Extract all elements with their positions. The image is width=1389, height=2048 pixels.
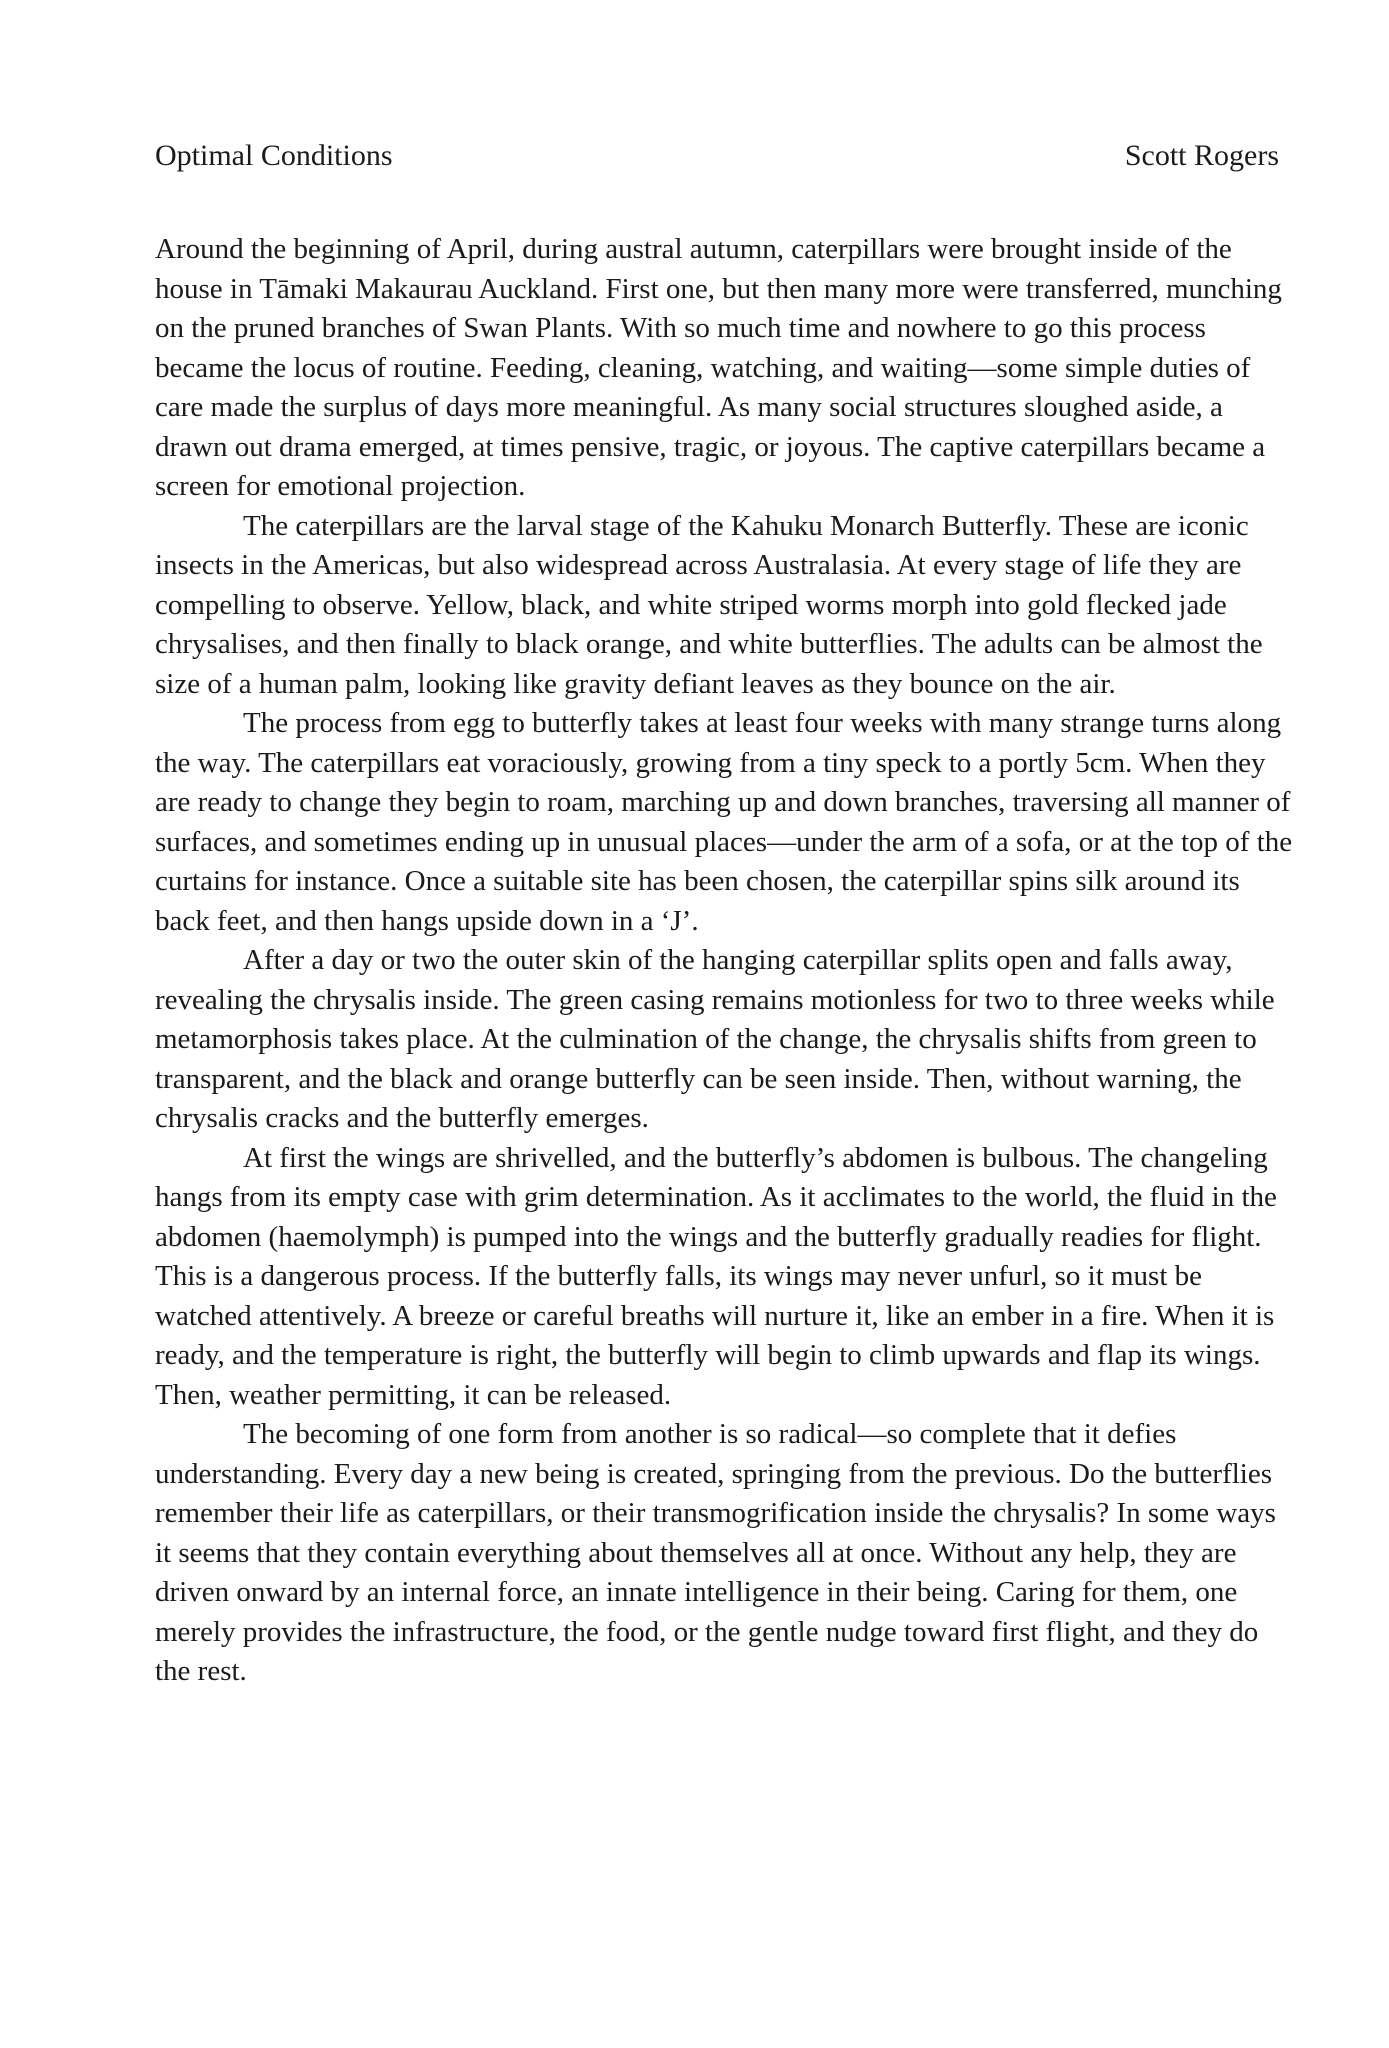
paragraph-4: After a day or two the outer skin of the hanging caterpillar splits open and falls away, revealing the chrysalis inside. The green casing remains motionless for two to three weeks while metamorphosis takes place. At the culmination of the change, the chrysalis shifts from green to transparent, and the black and orange butterfly can be seen inside. Then, without warning, the chrysalis cracks and the butterfly emerges.: [155, 944, 1275, 1134]
paragraph-2: The caterpillars are the larval stage of the Kahuku Monarch Butterfly. These are iconic insects in the Americas, but also widespread across Australasia. At every stage of life they are compelling to observe. Yellow, black, and white striped worms morph into gold flecked jade chrysalises, and then finally to black orange, and white butterflies. The adults can be almost the size of a human palm, looking like gravity defiant leaves as they bounce on the air.: [155, 509, 1263, 700]
paragraph-1: Around the beginning of April, during austral autumn, caterpillars were brought inside of the house in Tāmaki Makaurau Auckland. First one, but then many more were transferred, munching on the pruned branches of Swan Plants. With so much time and nowhere to go this process became the locus of routine. Feeding, cleaning, watching, and waiting—some simple duties of care made the surplus of days more meaningful. As many social structures sloughed aside, a drawn out drama emerged, at times pensive, tragic, or joyous. The captive caterpillars became a screen for emotional projection.: [155, 233, 1282, 502]
author-name: Scott Rogers: [1124, 139, 1279, 172]
running-header: [155, 136, 1279, 176]
document-title: Optimal Conditions: [155, 139, 393, 172]
essay-body: [155, 230, 1295, 1692]
paragraph-5: At first the wings are shrivelled, and the butterfly’s abdomen is bulbous. The changeling hangs from its empty case with grim determination. As it acclimates to the world, the fluid in the abdomen (haemolymph) is pumped into the wings and the butterfly gradually readies for flight. This is a dangerous process. If the butterfly falls, its wings may never unfurl, so it must be watched attentively. A breeze or careful breaths will nurture it, like an ember in a fire. When it is ready, and the temperature is right, the butterfly will begin to climb upwards and flap its wings. Then, weather permitting, it can be released.: [155, 1141, 1277, 1411]
paragraph-6: The becoming of one form from another is so radical—so complete that it defies understanding. Every day a new being is created, springing from the previous. Do the butterflies remember their life as caterpillars, or their transmogrification inside the chrysalis? In some ways it seems that they contain everything about themselves all at once. Without any help, they are driven onward by an internal force, an innate intelligence in their being. Caring for them, one merely provides the infrastructure, the food, or the gentle nudge toward first flight, and they do the rest.: [155, 1418, 1276, 1687]
paragraph-3: The process from egg to butterfly takes at least four weeks with many strange turns along the way. The caterpillars eat voraciously, growing from a tiny speck to a portly 5cm. When they are ready to change they begin to roam, marching up and down branches, traversing all manner of surfaces, and sometimes ending up in unusual places—under the arm of a sofa, or at the top of the curtains for instance. Once a suitable site has been chosen, the caterpillar spins silk around its back feet, and then hangs upside down in a ‘J’.: [155, 707, 1293, 937]
